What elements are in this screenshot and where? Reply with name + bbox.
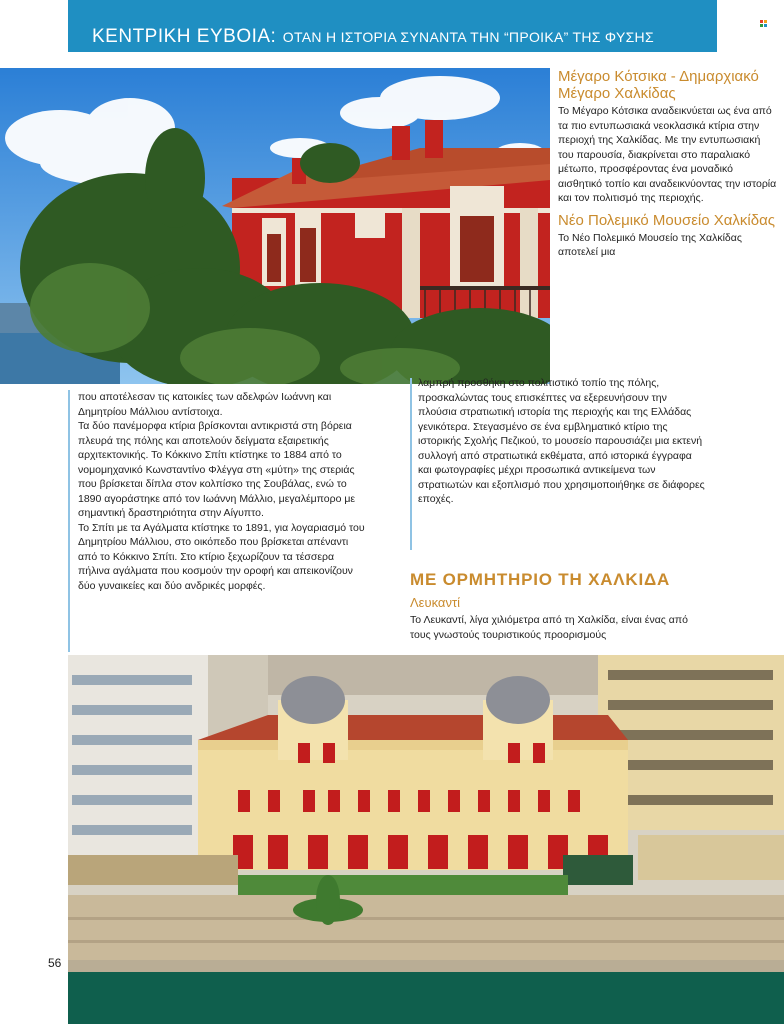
- mansion-heading: Μέγαρο Κότσικα - Δημαρχιακό Μέγαρο Χαλκίδας: [558, 68, 759, 102]
- header-title: [92, 26, 654, 48]
- right-column: [418, 376, 708, 507]
- left-column: [78, 390, 368, 593]
- left-rule: [68, 390, 70, 652]
- section-title: ΜΕ ΟΡΜΗΤΗΡΙΟ ΤΗ ΧΑΛΚΙΔΑ: [410, 570, 671, 589]
- section-subtitle: Λευκαντί: [410, 595, 460, 610]
- left-para-2: Τα δύο πανέμορφα κτίρια βρίσκονται αντικριστά στη βόρεια πλευρά της πόλης και αποτελούν δείγματα εξαιρετικής αρχιτεκτονικής. Το Κόκκινο Σπίτι κτίστηκε το 1884 από το νομομηχανικό Κωνσταντίνο Φλέγγα στη «μύτη» της στεριάς που βρίσκεται δίπλα στον κολπίσκο της Σουβάλας, ενώ το 1890 αγοράστηκε από τον Ιωάννη Μάλλιο, μεγαλέμπορο με σημαντική δραστηριότητα στην Αίγυπτο.: [78, 420, 356, 519]
- aerial-waterfront-photo: [68, 655, 784, 1024]
- left-para-3: Το Σπίτι με τα Αγάλματα κτίστηκε το 1891, για λογαριασμό του Δημητρίου Μάλλιου, στο οικόπεδο που βρίσκεται απέναντι από το Κόκκινο Σπίτι. Στο κτίριο ξεχωρίζουν τα τέσσερα πήλινα αγάλματα που κοσμούν την οροφή και απεικονίζουν δύο γυναικείες και δύο ανδρικές μορφές.: [78, 521, 365, 592]
- section-text: Το Λευκαντί, λίγα χιλιόμετρα από τη Χαλκίδα, είναι ένας από τους γνωστούς τουριστικούς προορισμούς: [410, 614, 688, 641]
- sidebar-column: [558, 68, 778, 260]
- header-title-sub: ΟΤΑΝ Η ΙΣΤΟΡΙΑ ΣΥΝΑΝΤΑ ΤΗΝ “ΠΡΟΙΚΑ” ΤΗΣ ΦΥΣΗΣ: [282, 29, 654, 45]
- mansion-photo: [0, 68, 550, 384]
- museum-text: Το Νέο Πολεμικό Μουσείο της Χαλκίδας αποτελεί μια: [558, 231, 742, 258]
- mansion-text: Το Μέγαρο Κότσικα αναδεικνύεται ως ένα από τα πιο εντυπωσιακά νεοκλασικά κτίρια στην περιοχή της Χαλκίδας. Με την εντυπωσιακή του παρουσία, διακρίνεται στο παραλιακό μέτωπο, προσφέροντας ένα μοναδικό αισθητικό τοπίο και αναδεικνύοντας την ιστορία και τον πολιτισμό της περιοχής.: [558, 105, 777, 204]
- corner-dots-icon: [760, 20, 768, 28]
- page-number: 56: [48, 956, 62, 970]
- header-title-main: ΚΕΝΤΡΙΚΗ ΕΥΒΟΙΑ:: [92, 26, 277, 47]
- left-para-1: που αποτέλεσαν τις κατοικίες των αδελφών Ιωάννη και Δημητρίου Μάλλιου αντίστοιχα.: [78, 391, 332, 418]
- right-rule: [410, 378, 412, 550]
- museum-heading: Νέο Πολεμικό Μουσείο Χαλκίδας: [558, 211, 775, 229]
- right-para: λαμπρή προσθήκη στο πολιτιστικό τοπίο της πόλης, προσκαλώντας τους επισκέπτες να εξερευνήσουν την πλούσια στρατιωτική ιστορία της περιοχής και της Ελλάδας γενικότερα. Στεγασμένο σε ένα εμβληματικό κτίριο της ιστορικής Σχολής Πεζικού, το μουσείο παρουσιάζει μια εκτενή συλλογή από στρατιωτικά εκθέματα, από ιστορικά έγγραφα και φωτογραφίες μέχρι προσωπικά αντικείμενα των στρατιωτών και εξοπλισμό που χρησιμοποιήθηκε σε διάφορες εποχές.: [418, 377, 705, 505]
